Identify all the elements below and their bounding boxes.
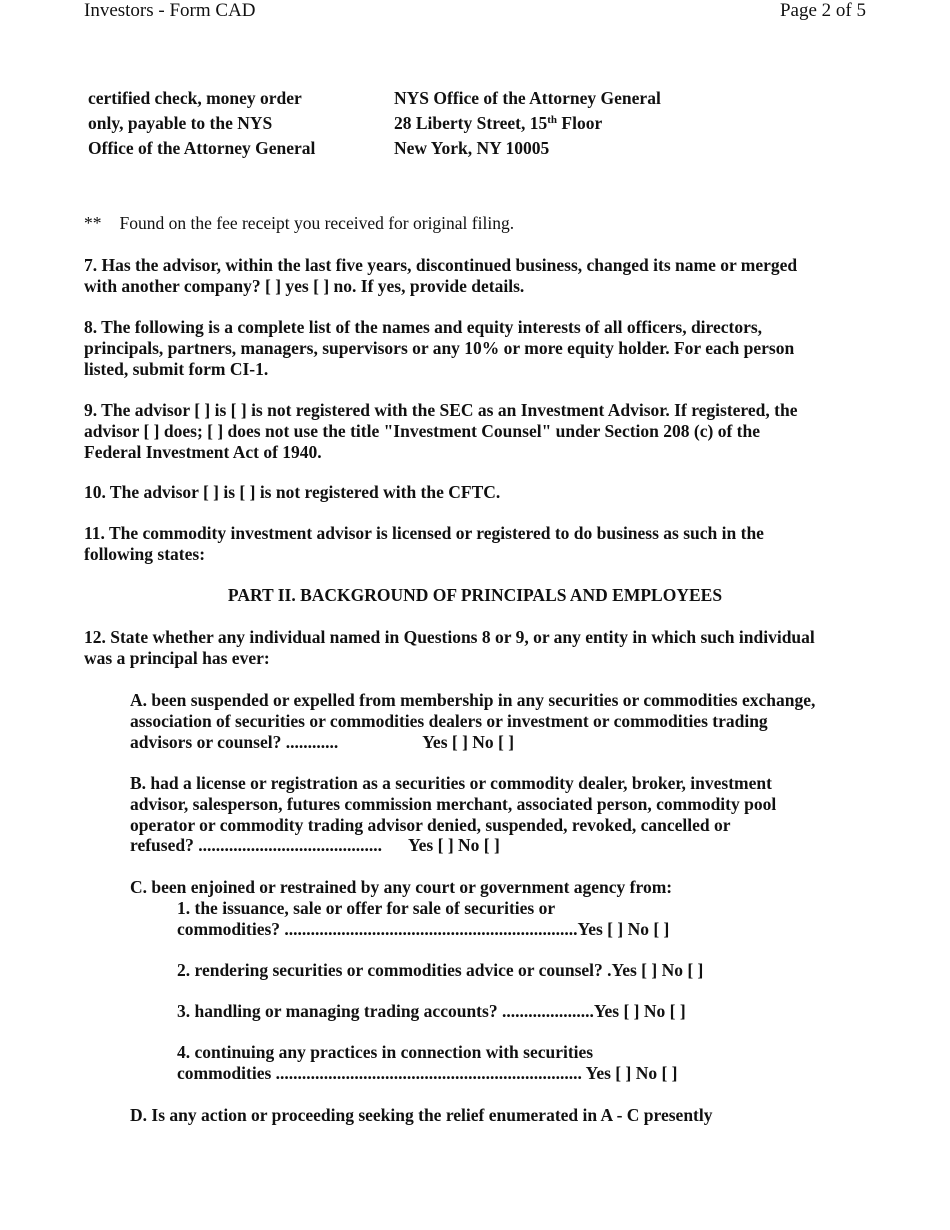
question-12: 12. State whether any individual named in Questions 8 or 9, or any entity in which such individual was a principal has ever: bbox=[84, 627, 815, 668]
yes-no-checkboxes[interactable]: Yes [ ] No [ ] bbox=[407, 835, 500, 856]
question-10: 10. The advisor [ ] is [ ] is not registered with the CFTC. bbox=[84, 482, 501, 502]
address-city: New York, NY 10005 bbox=[394, 137, 550, 158]
footnote-text: Found on the fee receipt you received for original filing. bbox=[119, 213, 515, 233]
question-12d: D. Is any action or proceeding seeking the relief enumerated in A - C presently bbox=[130, 1105, 713, 1125]
question-12c-item-3: 3. handling or managing trading accounts? .....................Yes [ ] No [ ] bbox=[177, 1001, 686, 1021]
question-8: 8. The following is a complete list of the names and equity interests of all officers, directors, principals, partners, managers, supervisors or any 10% or more equity holder. For each person listed, submit form CI-1. bbox=[84, 317, 795, 379]
payment-instructions bbox=[88, 88, 315, 158]
question-12b: B. had a license or registration as a securities or commodity dealer, broker, investment advisor, salesperson, futures commission merchant, associated person, commodity pool operator or commodity trading advisor denied, suspended, revoked, cancelled or refused? .......................................... Yes [ ] No [ ] bbox=[130, 773, 777, 856]
footnote bbox=[84, 213, 514, 234]
header-form-title: Investors - Form CAD bbox=[84, 0, 256, 21]
payment-line: Office of the Attorney General bbox=[88, 137, 316, 158]
footnote-marker: ** bbox=[84, 213, 102, 233]
mailing-address bbox=[394, 88, 661, 158]
address-office: NYS Office of the Attorney General bbox=[394, 88, 661, 108]
header-page-number: Page 2 of 5 bbox=[779, 0, 866, 21]
question-9: 9. The advisor [ ] is [ ] is not registered with the SEC as an Investment Advisor. If registered, the advisor [ ] does; [ ] does not use the title "Investment Counsel" under Section 208 (c) of the Federal Investment Act of 1940. bbox=[84, 400, 798, 462]
question-12a: A. been suspended or expelled from membership in any securities or commodities exchange, association of securities or commodities dealers or investment or commodities trading advisors or counsel? ............ Yes [ ] No [ ] bbox=[130, 690, 816, 752]
question-7: 7. Has the advisor, within the last five years, discontinued business, changed its name or merged with another company? [ ] yes [ ] no. If yes, provide details. bbox=[84, 255, 798, 296]
question-12c-item-1: 1. the issuance, sale or offer for sale of securities or commodities? ...................................................................Yes [ ] No [ ] bbox=[177, 898, 670, 939]
address-street: 28 Liberty Street, 15th Floor bbox=[394, 112, 603, 133]
yes-no-checkboxes[interactable]: Yes [ ] No [ ] bbox=[422, 731, 515, 752]
payment-line: only, payable to the NYS bbox=[88, 112, 273, 133]
question-12c-title: C. been enjoined or restrained by any court or government agency from: bbox=[130, 877, 673, 897]
question-12c-item-2: 2. rendering securities or commodities advice or counsel? .Yes [ ] No [ ] bbox=[177, 960, 704, 980]
payment-line: certified check, money order bbox=[88, 88, 302, 108]
question-11: 11. The commodity investment advisor is licensed or registered to do business as such in the following states: bbox=[84, 523, 764, 564]
part-2-heading: PART II. BACKGROUND OF PRINCIPALS AND EMPLOYEES bbox=[227, 585, 723, 605]
question-12c-item-4: 4. continuing any practices in connection with securities commodities ...................................................................... Yes [ ] No [ ] bbox=[177, 1042, 678, 1083]
